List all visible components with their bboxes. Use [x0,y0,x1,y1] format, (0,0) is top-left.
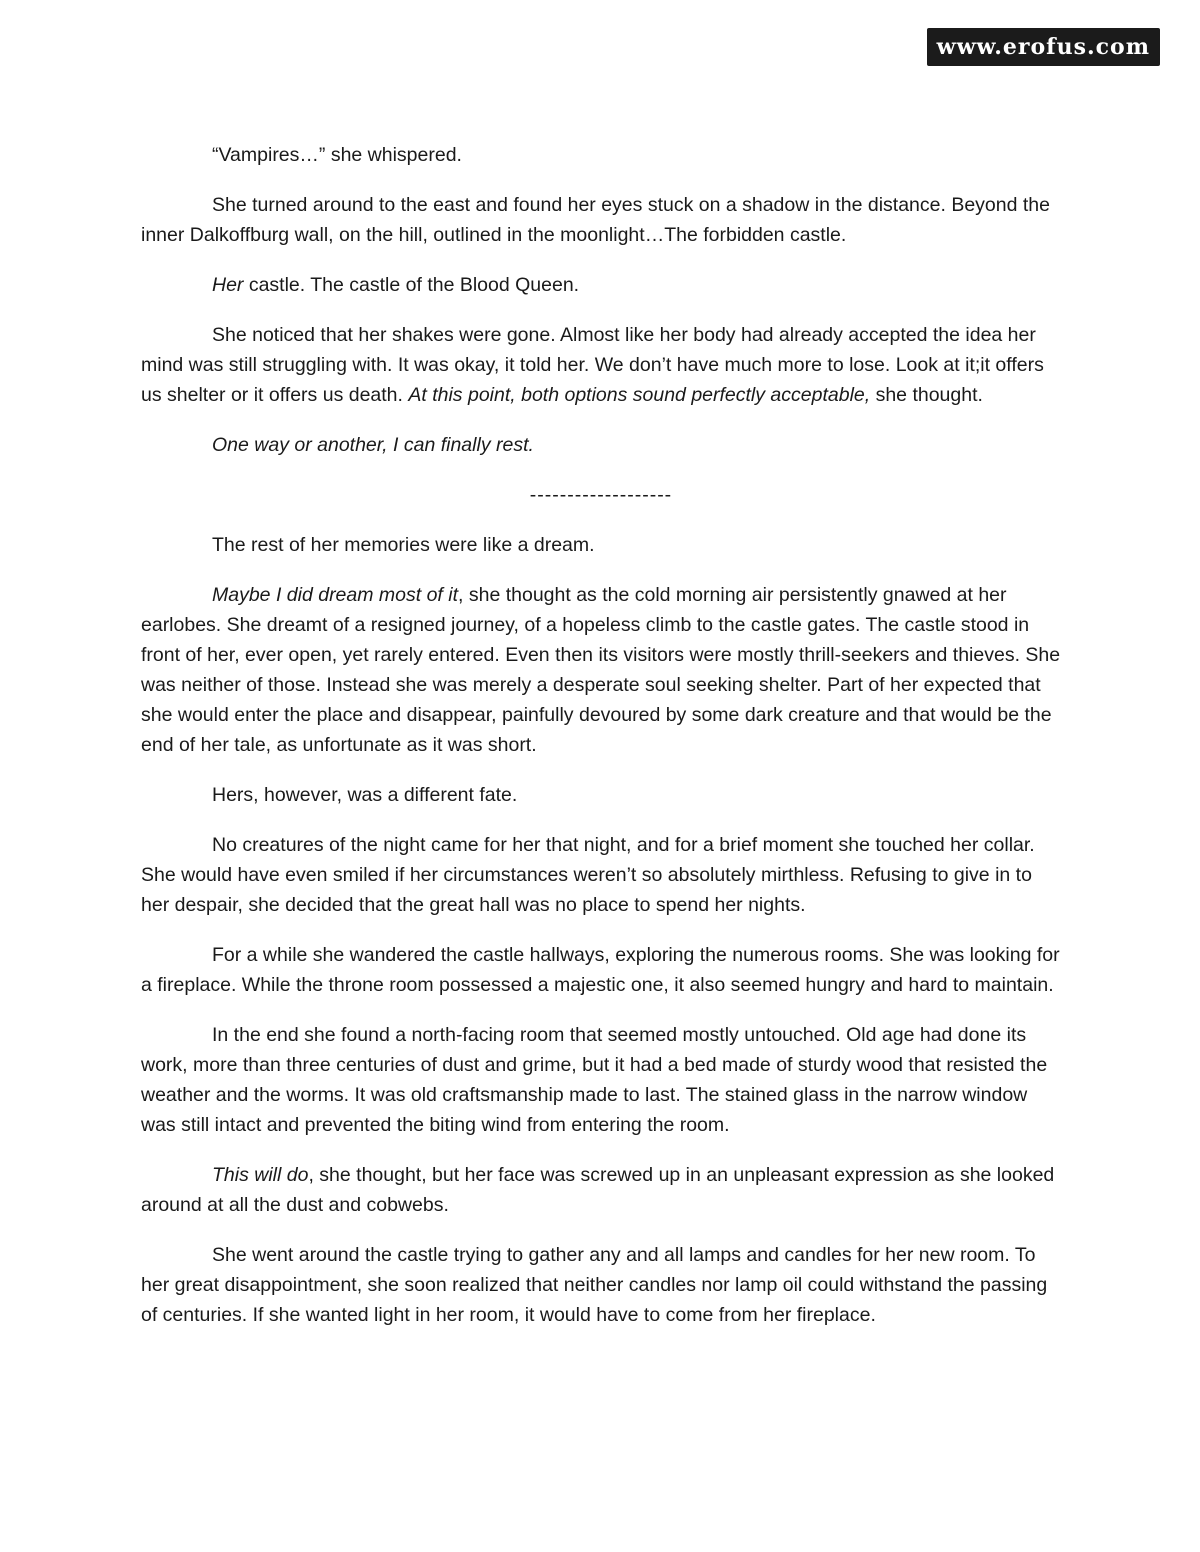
italic-text: Maybe I did dream most of it [212,584,459,606]
text-run: For a while she wandered the castle hallways, exploring the numerous rooms. She was looking for a fireplace. While the throne room possessed a majestic one, it also seemed hungry and hard to maintain. [141,944,1060,996]
paragraph [141,940,1061,1000]
text-run: In the end she found a north-facing room that seemed mostly untouched. Old age had done its work, more than three centuries of dust and grime, but it had a bed made of sturdy wood that resisted the weather and the worms. It was old craftsmanship made to last. The stained glass in the narrow window was still intact and prevented the biting wind from entering the room. [141,1024,1048,1136]
paragraph [141,270,1061,300]
text-run: The rest of her memories were like a dream. [212,534,595,556]
document-body [141,140,1061,1350]
italic-text: One way or another, I can finally rest. [212,434,534,456]
section-separator [141,480,1061,510]
text-run: “Vampires…” she whispered. [212,144,462,166]
text-run: She went around the castle trying to gather any and all lamps and candles for her new room. To her great disappointment, she soon realized that neither candles nor lamp oil could withstand the passing of centuries. If she wanted light in her room, it would have to come from her fireplace. [141,1244,1048,1326]
text-run: She noticed that her shakes were gone. Almost like her body had already accepted the idea her mind was still struggling with. It was okay, it told her. We don’t have much more to lose. Look at it;it offers us shelter or it offers us death. [141,324,1044,406]
text-run: She turned around to the east and found her eyes stuck on a shadow in the distance. Beyond the inner Dalkoffburg wall, on the hill, outlined in the moonlight…The forbidden castle. [141,194,1050,246]
paragraph [141,830,1061,920]
paragraph [141,140,1061,170]
text-run: castle. The castle of the Blood Queen. [243,274,580,296]
paragraph [141,1240,1061,1330]
paragraph [141,190,1061,250]
paragraph [141,580,1061,760]
text-run: , she thought as the cold morning air persistently gnawed at her earlobes. She dreamt of a resigned journey, of a hopeless climb to the castle gates. The castle stood in front of her, ever open, yet rarely entered. Even then its visitors were mostly thrill-seekers and thieves. She was neither of those. Instead she was merely a desperate soul seeking shelter. Part of her expected that she would enter the place and disappear, painfully devoured by some dark creature and that would be the end of her tale, as unfortunate as it was short. [141,584,1061,756]
italic-text: Her [212,274,244,296]
text-run: ------------------- [529,484,673,506]
paragraph [141,430,1061,460]
italic-text: This will do [212,1164,309,1186]
paragraph [141,1020,1061,1140]
paragraph [141,530,1061,560]
text-run: , she thought, but her face was screwed up in an unpleasant expression as she looked around at all the dust and cobwebs. [141,1164,1055,1216]
text-run: she thought. [870,384,983,406]
watermark-logo: www.erofus.com [927,28,1160,66]
italic-text: At this point, both options sound perfectly acceptable, [408,384,871,406]
text-run: No creatures of the night came for her that night, and for a brief moment she touched her collar. She would have even smiled if her circumstances weren’t so absolutely mirthless. Refusing to give in to her despair, she decided that the great hall was no place to spend her nights. [141,834,1035,916]
paragraph [141,320,1061,410]
paragraph [141,780,1061,810]
paragraph [141,1160,1061,1220]
text-run: Hers, however, was a different fate. [212,784,518,806]
